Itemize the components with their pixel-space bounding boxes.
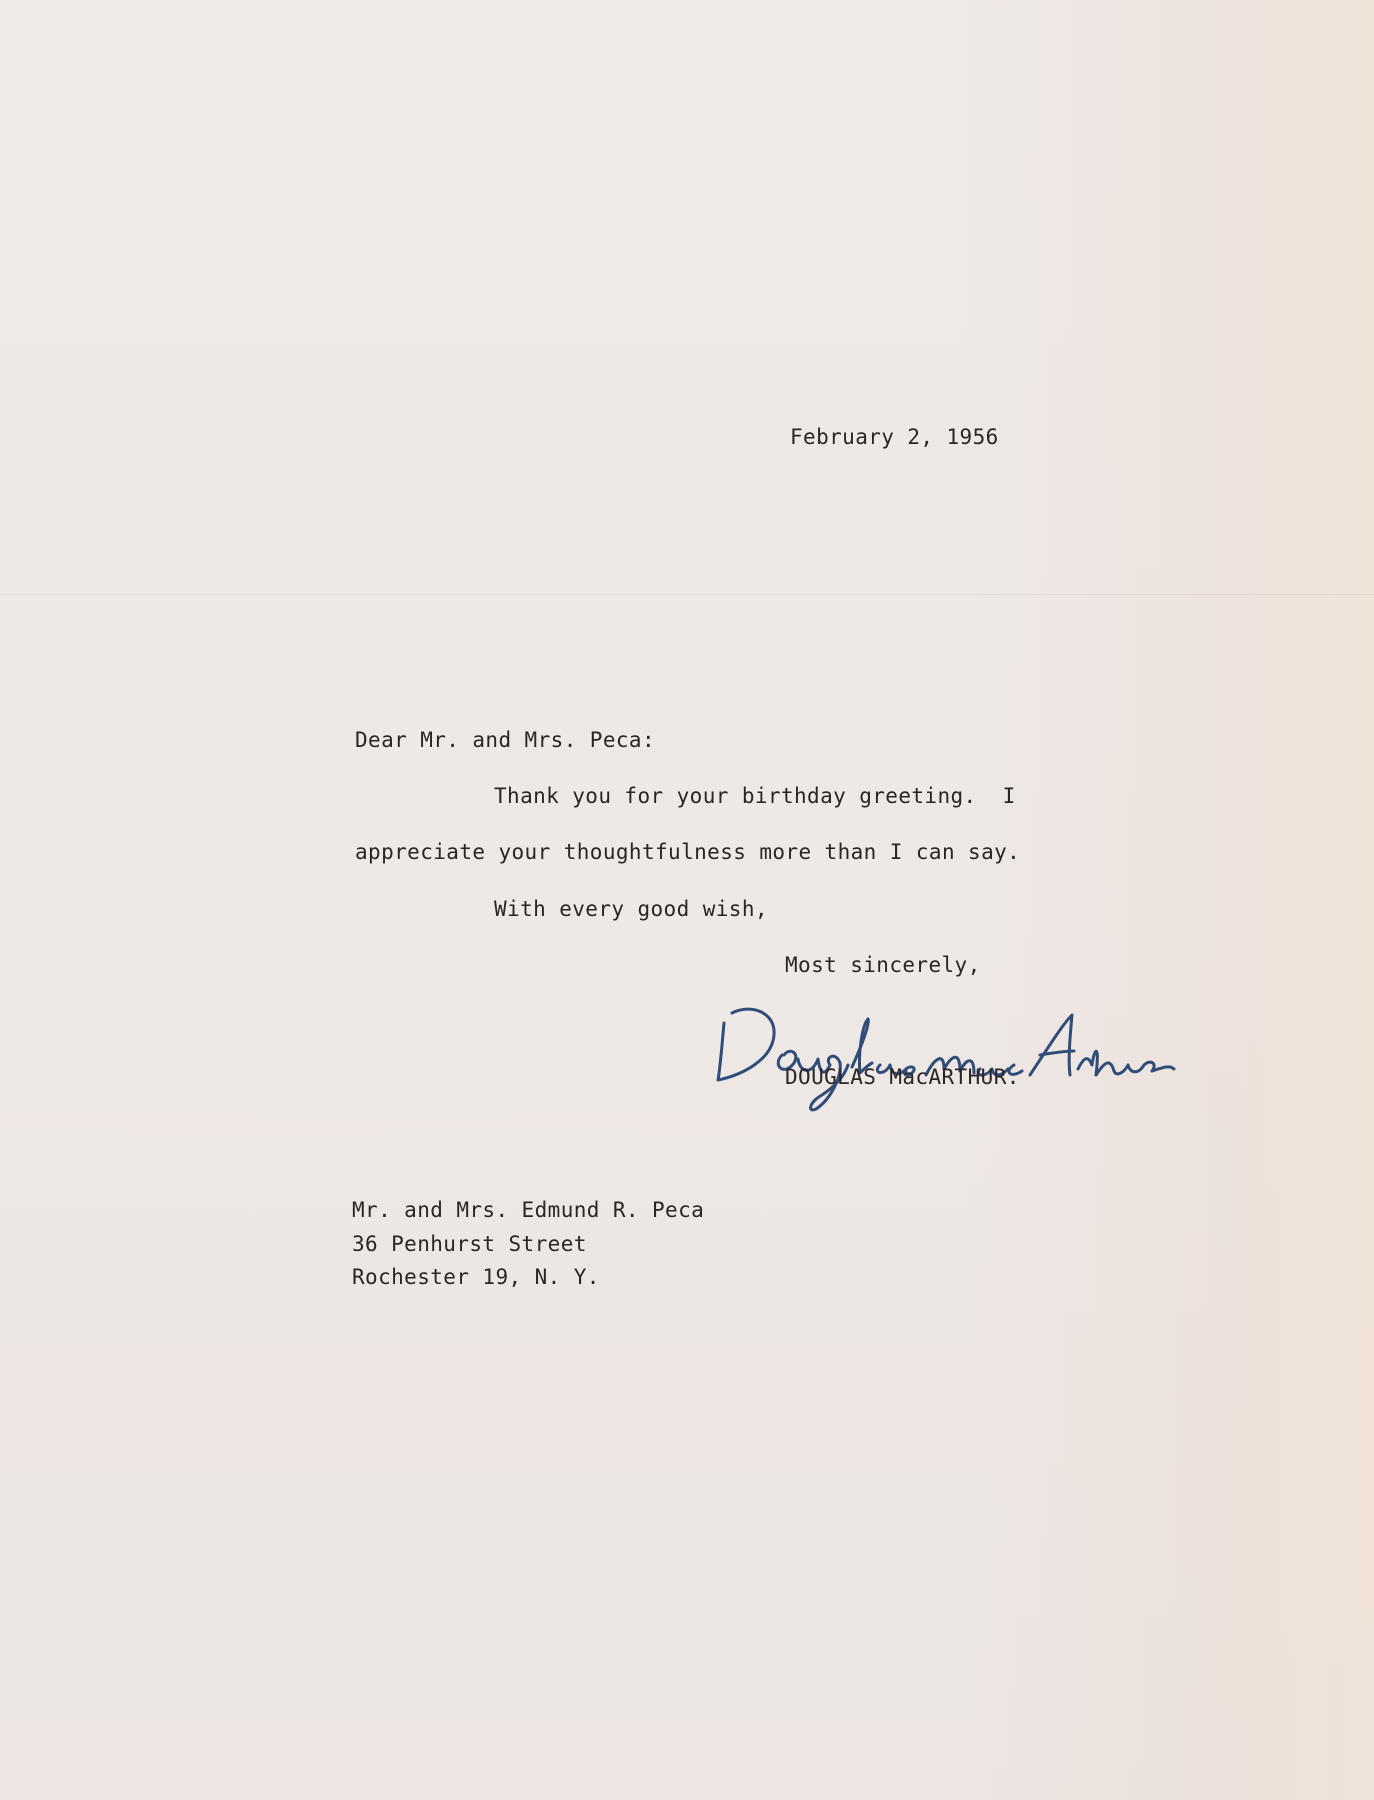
recipient-name: Mr. and Mrs. Edmund R. Peca	[352, 1198, 705, 1222]
typed-signer-name: DOUGLAS MacARTHUR.	[785, 1065, 1020, 1089]
letter-date: February 2, 1956	[790, 425, 999, 449]
handwritten-signature	[712, 985, 1182, 1115]
closing: Most sincerely,	[785, 953, 981, 977]
recipient-street: 36 Penhurst Street	[352, 1232, 587, 1256]
recipient-city: Rochester 19, N. Y.	[352, 1265, 600, 1289]
paper-fold-line	[0, 594, 1374, 595]
salutation: Dear Mr. and Mrs. Peca:	[355, 728, 655, 752]
good-wish-line: With every good wish,	[494, 897, 768, 921]
body-line-1: Thank you for your birthday greeting. I	[494, 784, 1016, 808]
body-line-2: appreciate your thoughtfulness more than I can say.	[355, 840, 1021, 864]
